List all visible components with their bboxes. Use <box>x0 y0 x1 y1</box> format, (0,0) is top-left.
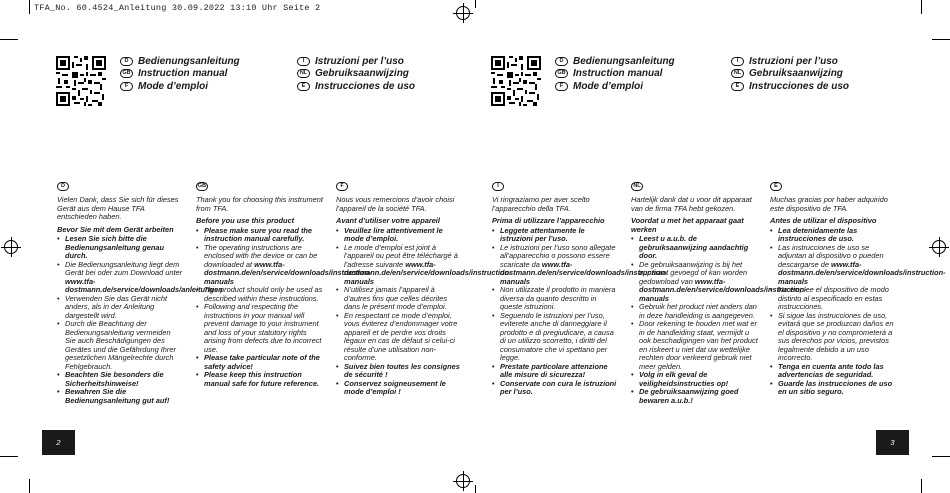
bullet-item: • Leest u a.u.b. de gebruiksaanwijzing aandachtig door. <box>631 235 758 261</box>
bullet-item: • Si sigue las instrucciones de uso, evitará que se produzcan daños en el dispositivo y no comprometerá a sus derechos por vicios, previstos legalmente debido a un uso incorrecto. <box>770 312 898 363</box>
registration-mark-bottom <box>456 474 470 488</box>
download-url: www.tfa-dostmann.de/en/service/downloads/instruction-manuals <box>204 259 372 286</box>
lang-title: Instrucciones de uso <box>749 80 850 92</box>
lang-title: Instruction manual <box>138 68 228 80</box>
lang-title: Bedienungsanleitung <box>573 55 675 67</box>
lang-badge: E <box>297 82 310 91</box>
download-url: www.tfa-dostmann.de/en/service/downloads/instruction-manuals <box>639 276 807 303</box>
column-italian <box>492 182 668 397</box>
language-headings-right-1 <box>555 55 675 93</box>
bullet-item: • Verwenden Sie das Gerät nicht anders, als in der Anleitung dargestellt wird. <box>57 295 183 321</box>
column-french <box>336 182 512 397</box>
bullet-item: • Suivez bien toutes les consignes de sécurité ! <box>336 363 463 380</box>
bullet-item: • Non utilizzate il prodotto in maniera diversa da quanto descritto in queste istruzioni. <box>492 286 619 312</box>
bullet-item: • En respectant ce mode d’emploi, vous éviterez d’endommager votre appareil et de perdre vos droits légaux en cas de défaut si celui-ci résulte d’une utilisation non-conforme. <box>336 312 463 363</box>
registration-mark-top <box>456 6 470 20</box>
lang-badge: F <box>555 82 568 91</box>
bullet-item: • Le mode d’emploi est joint à l’appareil ou peut être téléchargé à l’adresse suivante www.tfa-dostmann.de/en/service/downloads/instruction-manuals <box>336 244 463 287</box>
col-lang-badge: F <box>336 182 348 191</box>
lang-badge: D <box>555 57 568 66</box>
column-english <box>196 182 372 388</box>
section-heading: Voordat u met het apparaat gaat werken <box>631 216 744 234</box>
lang-title: Instrucciones de uso <box>315 80 416 92</box>
lang-badge: NL <box>731 69 744 78</box>
lang-title: Instruction manual <box>573 68 663 80</box>
column-dutch <box>631 182 807 405</box>
bullet-item: • Following and respecting the instructions in your manual will prevent damage to your instrument and loss of your statutory rights arising from defects due to incorrect use. <box>196 303 323 354</box>
bullet-item: • This product should only be used as described within these instructions. <box>196 286 323 303</box>
bullet-item: • Prestate particolare attenzione alle misure di sicurezza! <box>492 363 619 380</box>
intro-text: Hartelijk dank dat u voor dit apparaat van de firma TFA hebt gekozen. <box>631 195 752 213</box>
bullet-item: • Volg in elk geval de veiligheidsinstructies op! <box>631 371 758 388</box>
bullet-item: • No emplee el dispositivo de modo distinto al especificado en estas instrucciones. <box>770 286 898 312</box>
lang-badge: D <box>120 57 133 66</box>
lang-badge: GB <box>120 69 133 78</box>
lang-badge: NL <box>297 69 310 78</box>
bullet-item: • Lesen Sie sich bitte die Bedienungsanleitung genau durch. <box>57 235 183 261</box>
col-lang-badge: GB <box>196 182 208 191</box>
lang-title: Mode d’emploi <box>573 80 643 92</box>
col-lang-badge: I <box>492 182 504 191</box>
lang-badge: I <box>297 57 310 66</box>
bullet-item: • De gebruiksaanwijzing goed bewaren a.u.b.! <box>631 388 758 405</box>
bullet-item: • Conservate con cura le istruzioni per l’uso. <box>492 380 619 397</box>
bullet-item: • Durch die Beachtung der Bedienungsanleitung vermeiden Sie auch Beschädigungen des Gerätes und die Gefährdung Ihrer gesetzlichen Mängelrechte durch Fehlgebrauch. <box>57 320 183 371</box>
download-url: www.tfa-dostmann.de/en/service/downloads/instruction-manuals <box>344 259 512 286</box>
lang-badge: F <box>120 82 133 91</box>
intro-text: Vielen Dank, dass Sie sich für dieses Gerät aus dem Hause TFA entschieden haben. <box>57 195 179 221</box>
page-number-left: 2 <box>42 430 75 455</box>
lang-badge: E <box>731 82 744 91</box>
bullet-item: • Las instrucciones de uso se adjuntan al dispositivo o pueden descargarse de www.tfa-dostmann.de/en/service/downloads/instruction-manuals <box>770 244 898 287</box>
registration-mark-left <box>4 240 18 254</box>
col-lang-badge: E <box>770 182 782 191</box>
intro-text: Thank you for choosing this instrument from TFA. <box>196 195 323 213</box>
bullet-item: • Bewahren Sie die Bedienungsanleitung gut auf! <box>57 388 183 405</box>
lang-title: Mode d’emploi <box>138 80 208 92</box>
bullet-item: • Please keep this instruction manual safe for future reference. <box>196 371 323 388</box>
bullet-item: • Le istruzioni per l’uso sono allegate all’apparecchio o possono essere scaricate da www.tfa-dostmann.de/en/service/downloads/instruction-manuals <box>492 244 619 287</box>
registration-mark-right <box>932 240 946 254</box>
lang-title: Gebruiksaanwijzing <box>749 68 843 80</box>
bullet-item: • Beachten Sie besonders die Sicherheitshinweise! <box>57 371 183 388</box>
column-spanish <box>770 182 946 397</box>
lang-title: Bedienungsanleitung <box>138 55 240 67</box>
bullet-item: • Leggete attentamente le istruzioni per l’uso. <box>492 227 619 244</box>
section-heading: Prima di utilizzare l’apparecchio <box>492 216 605 225</box>
download-url: www.tfa-dostmann.de/service/downloads/anleitungen <box>65 276 223 294</box>
lang-badge: I <box>731 57 744 66</box>
bullet-item: • Please take particular note of the safety advice! <box>196 354 323 371</box>
col-lang-badge: D <box>57 182 69 191</box>
section-heading: Before you use this product <box>196 216 295 225</box>
bullet-item: • Please make sure you read the instruction manual carefully. <box>196 227 323 244</box>
lang-badge: GB <box>555 69 568 78</box>
lang-title: Istruzioni per l’uso <box>749 55 838 67</box>
col-lang-badge: NL <box>631 182 643 191</box>
lang-title: Gebruiksaanwijzing <box>315 68 409 80</box>
language-headings-left-2 <box>297 55 415 93</box>
intro-text: Muchas gracias por haber adquirido este dispositivo de TFA. <box>770 195 888 213</box>
page-number-right: 3 <box>876 430 909 455</box>
bullet-item: • Lea detenidamente las instrucciones de uso. <box>770 227 898 244</box>
intro-text: Nous vous remercions d’avoir choisi l’appareil de la société TFA. <box>336 195 455 213</box>
bullet-item: • Guarde las instrucciones de uso en un sitio seguro. <box>770 380 898 397</box>
section-heading: Antes de utilizar el dispositivo <box>770 216 877 225</box>
bullet-item: • N’utilisez jamais l’appareil à d’autres fins que celles décrites dans le présent mode d’emploi. <box>336 286 463 312</box>
bullet-item: • De gebruiksaanwijzing is bij het apparaat gevoegd of kan worden gedownload van www.tfa-dostmann.de/en/service/downloads/instruction-manuals <box>631 261 758 304</box>
language-headings-right-2 <box>731 55 849 93</box>
qr-code-right <box>491 56 541 106</box>
intro-text: Vi ringraziamo per aver scelto l’apparecchio della TFA. <box>492 195 590 213</box>
bullet-item: • The operating instructions are enclosed with the device or can be downloaded at www.tfa-dostmann.de/en/service/downloads/instruction-manuals <box>196 244 323 287</box>
print-header: TFA_No. 60.4524_Anleitung 30.09.2022 13:10 Uhr Seite 2 <box>34 3 321 13</box>
section-heading: Bevor Sie mit dem Gerät arbeiten <box>57 224 174 234</box>
bullet-item: • Seguendo le istruzioni per l’uso, eviterete anche di danneggiare il prodotto e di pregiudicare, a causa di un utilizzo scorretto, i diritti del consumatore che vi spettano per legge. <box>492 312 619 363</box>
bullet-item: • Conservez soigneusement le mode d’emploi ! <box>336 380 463 397</box>
section-heading: Avant d’utiliser votre appareil <box>336 216 440 225</box>
bullet-item: • Door rekening te houden met wat er in de handleiding staat, vermijdt u ook beschadigingen van het product en riskeert u niet dat uw wettelijke rechten door verkeerd gebruik niet meer gelden. <box>631 320 758 371</box>
lang-title: Istruzioni per l’uso <box>315 55 404 67</box>
bullet-subtext: • Die Bedienungsanleitung liegt dem Gerät bei oder zum Download unter www.tfa-dostmann.de/service/downloads/anleitungen <box>57 261 183 295</box>
bullet-item: • Tenga en cuenta ante todo las advertencias de seguridad. <box>770 363 898 380</box>
language-headings-left-1 <box>120 55 240 93</box>
download-url: www.tfa-dostmann.de/en/service/downloads/instruction-manuals <box>500 259 668 286</box>
qr-code-left <box>56 56 106 106</box>
bullet-item: • Gebruik het product niet anders dan in deze handleiding is aangegeven. <box>631 303 758 320</box>
download-url: www.tfa-dostmann.de/en/service/downloads/instruction-manuals <box>778 259 946 286</box>
bullet-item: • Veuillez lire attentivement le mode d’emploi. <box>336 227 463 244</box>
